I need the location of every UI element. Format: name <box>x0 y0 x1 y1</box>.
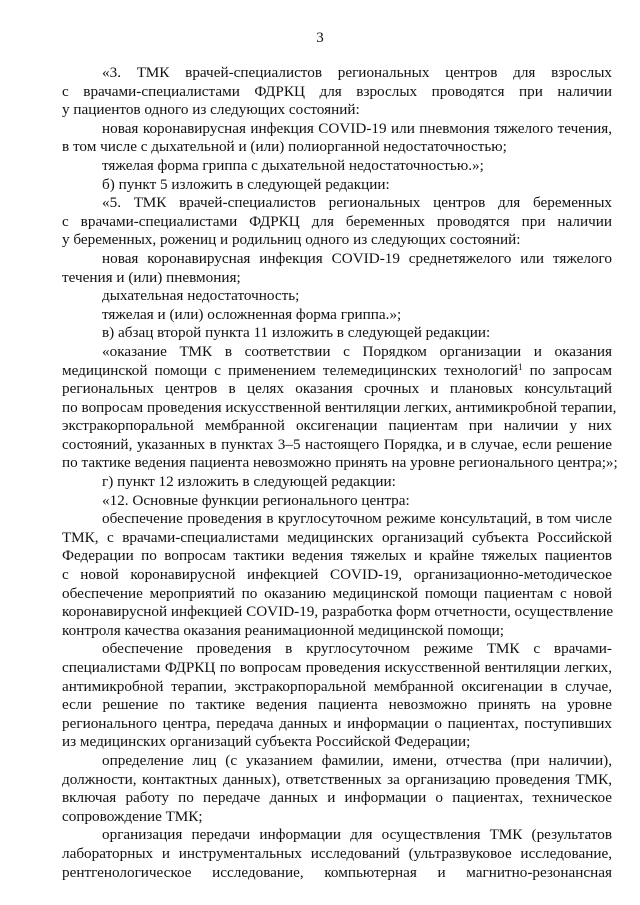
text-line: состояний, указанных в пунктах 3–5 настоящего Порядка, и в случае, если решение <box>62 435 612 453</box>
text-line: медицинской помощи с применением телемедицинских технологий$^1$ по запросам <box>62 361 613 379</box>
page-number: 3 <box>316 30 324 46</box>
text-line: дыхательная недостаточность; <box>102 287 300 305</box>
document-body <box>62 64 618 882</box>
text-line: в том числе с дыхательной и (или) полиорганной недостаточностью; <box>62 138 507 156</box>
text-line: «5. ТМК врачей-специалистов региональных центров для беременных <box>102 194 612 212</box>
text-line: контроля качества оказания реанимационной медицинской помощи; <box>62 621 505 639</box>
text-line: с врачами-специалистами ФДРКЦ для беременных проводятся при наличии <box>62 212 612 230</box>
text-line: экстракорпоральной мембранной оксигенации пациентам при наличии у них <box>62 417 612 435</box>
text-line: «12. Основные функции регионального центра: <box>102 491 410 509</box>
text-line: по тактике ведения пациента невозможно принять на уровне регионального центра;»; <box>62 454 618 472</box>
text-line: из медицинских организаций субъекта Российской Федерации; <box>62 733 471 751</box>
text-line: должности, контактных данных), ответственных за организацию проведения ТМК, <box>62 770 612 788</box>
text-line: обеспечение мероприятий по оказанию медицинской помощи пациентам с новой <box>62 584 612 602</box>
text-line: «3. ТМК врачей-специалистов региональных центров для взрослых <box>102 64 612 81</box>
text-line: г) пункт 12 изложить в следующей редакции: <box>102 473 396 491</box>
text-line: новая коронавирусная инфекция COVID-19 среднетяжелого или тяжелого <box>102 249 612 267</box>
text-line: у пациентов одного из следующих состояний: <box>62 101 360 119</box>
text-line: рентгенологическое исследование, компьютерная и магнитно-резонансная <box>62 863 612 881</box>
text-line: если решение по тактике ведения пациента невозможно принять на уровне <box>62 696 612 714</box>
text-line: б) пункт 5 изложить в следующей редакции: <box>102 175 390 193</box>
text-line: организация передачи информации для осуществления ТМК (результатов <box>102 826 612 844</box>
text-line: обеспечение проведения в круглосуточном режиме консультаций, в том числе <box>102 510 612 528</box>
text-line: определение лиц (с указанием фамилии, имени, отчества (при наличии), <box>102 751 612 769</box>
text-line: антимикробной терапии, экстракорпоральной мембранной оксигенации в случае, <box>62 677 612 695</box>
footnote-marker: 1 <box>517 361 523 372</box>
text-line: Федерации по вопросам тактики ведения тяжелых и крайне тяжелых пациентов <box>62 547 612 565</box>
text-line: лабораторных и инструментальных исследований (ультразвуковое исследование, <box>62 844 612 862</box>
text-line: тяжелая и (или) осложненная форма гриппа.»; <box>102 305 402 323</box>
text-line: сопровождение ТМК; <box>62 807 203 825</box>
text-line: коронавирусной инфекцией COVID-19, разработка форм отчетности, осуществление <box>62 603 614 621</box>
text-line: «оказание ТМК в соответствии с Порядком организации и оказания <box>102 342 612 360</box>
text-line: у беременных, рожениц и родильниц одного из следующих состояний: <box>62 231 521 249</box>
text-line: регионального центра, передача данных и информации о пациентах, поступивших <box>62 714 612 732</box>
text-line: по вопросам проведения искусственной вентиляции легких, антимикробной терапии, <box>62 398 617 416</box>
text-line: тяжелая форма гриппа с дыхательной недостаточностью.»; <box>102 156 484 174</box>
text-line: региональных центров в целях оказания срочных и плановых консультаций <box>62 380 612 398</box>
text-line: ТМК, с врачами-специалистами медицинских организаций субъекта Российской <box>62 528 612 546</box>
text-line: новая коронавирусная инфекция COVID-19 или пневмония тяжелого течения, <box>102 119 612 137</box>
text-line: с новой коронавирусной инфекцией COVID-19, организационно-методическое <box>62 566 612 584</box>
text-line: течения и (или) пневмония; <box>62 268 241 286</box>
text-line: в) абзац второй пункта 11 изложить в следующей редакции: <box>102 324 491 342</box>
text-line: обеспечение проведения в круглосуточном режиме ТМК с врачами- <box>102 640 612 658</box>
text-line: специалистами ФДРКЦ по вопросам проведения искусственной вентиляции легких, <box>62 659 612 676</box>
text-line: с врачами-специалистами ФДРКЦ для взрослых проводятся при наличии <box>62 82 612 100</box>
text-line: включая работу по передаче данных и информации о пациентах, техническое <box>62 789 612 807</box>
